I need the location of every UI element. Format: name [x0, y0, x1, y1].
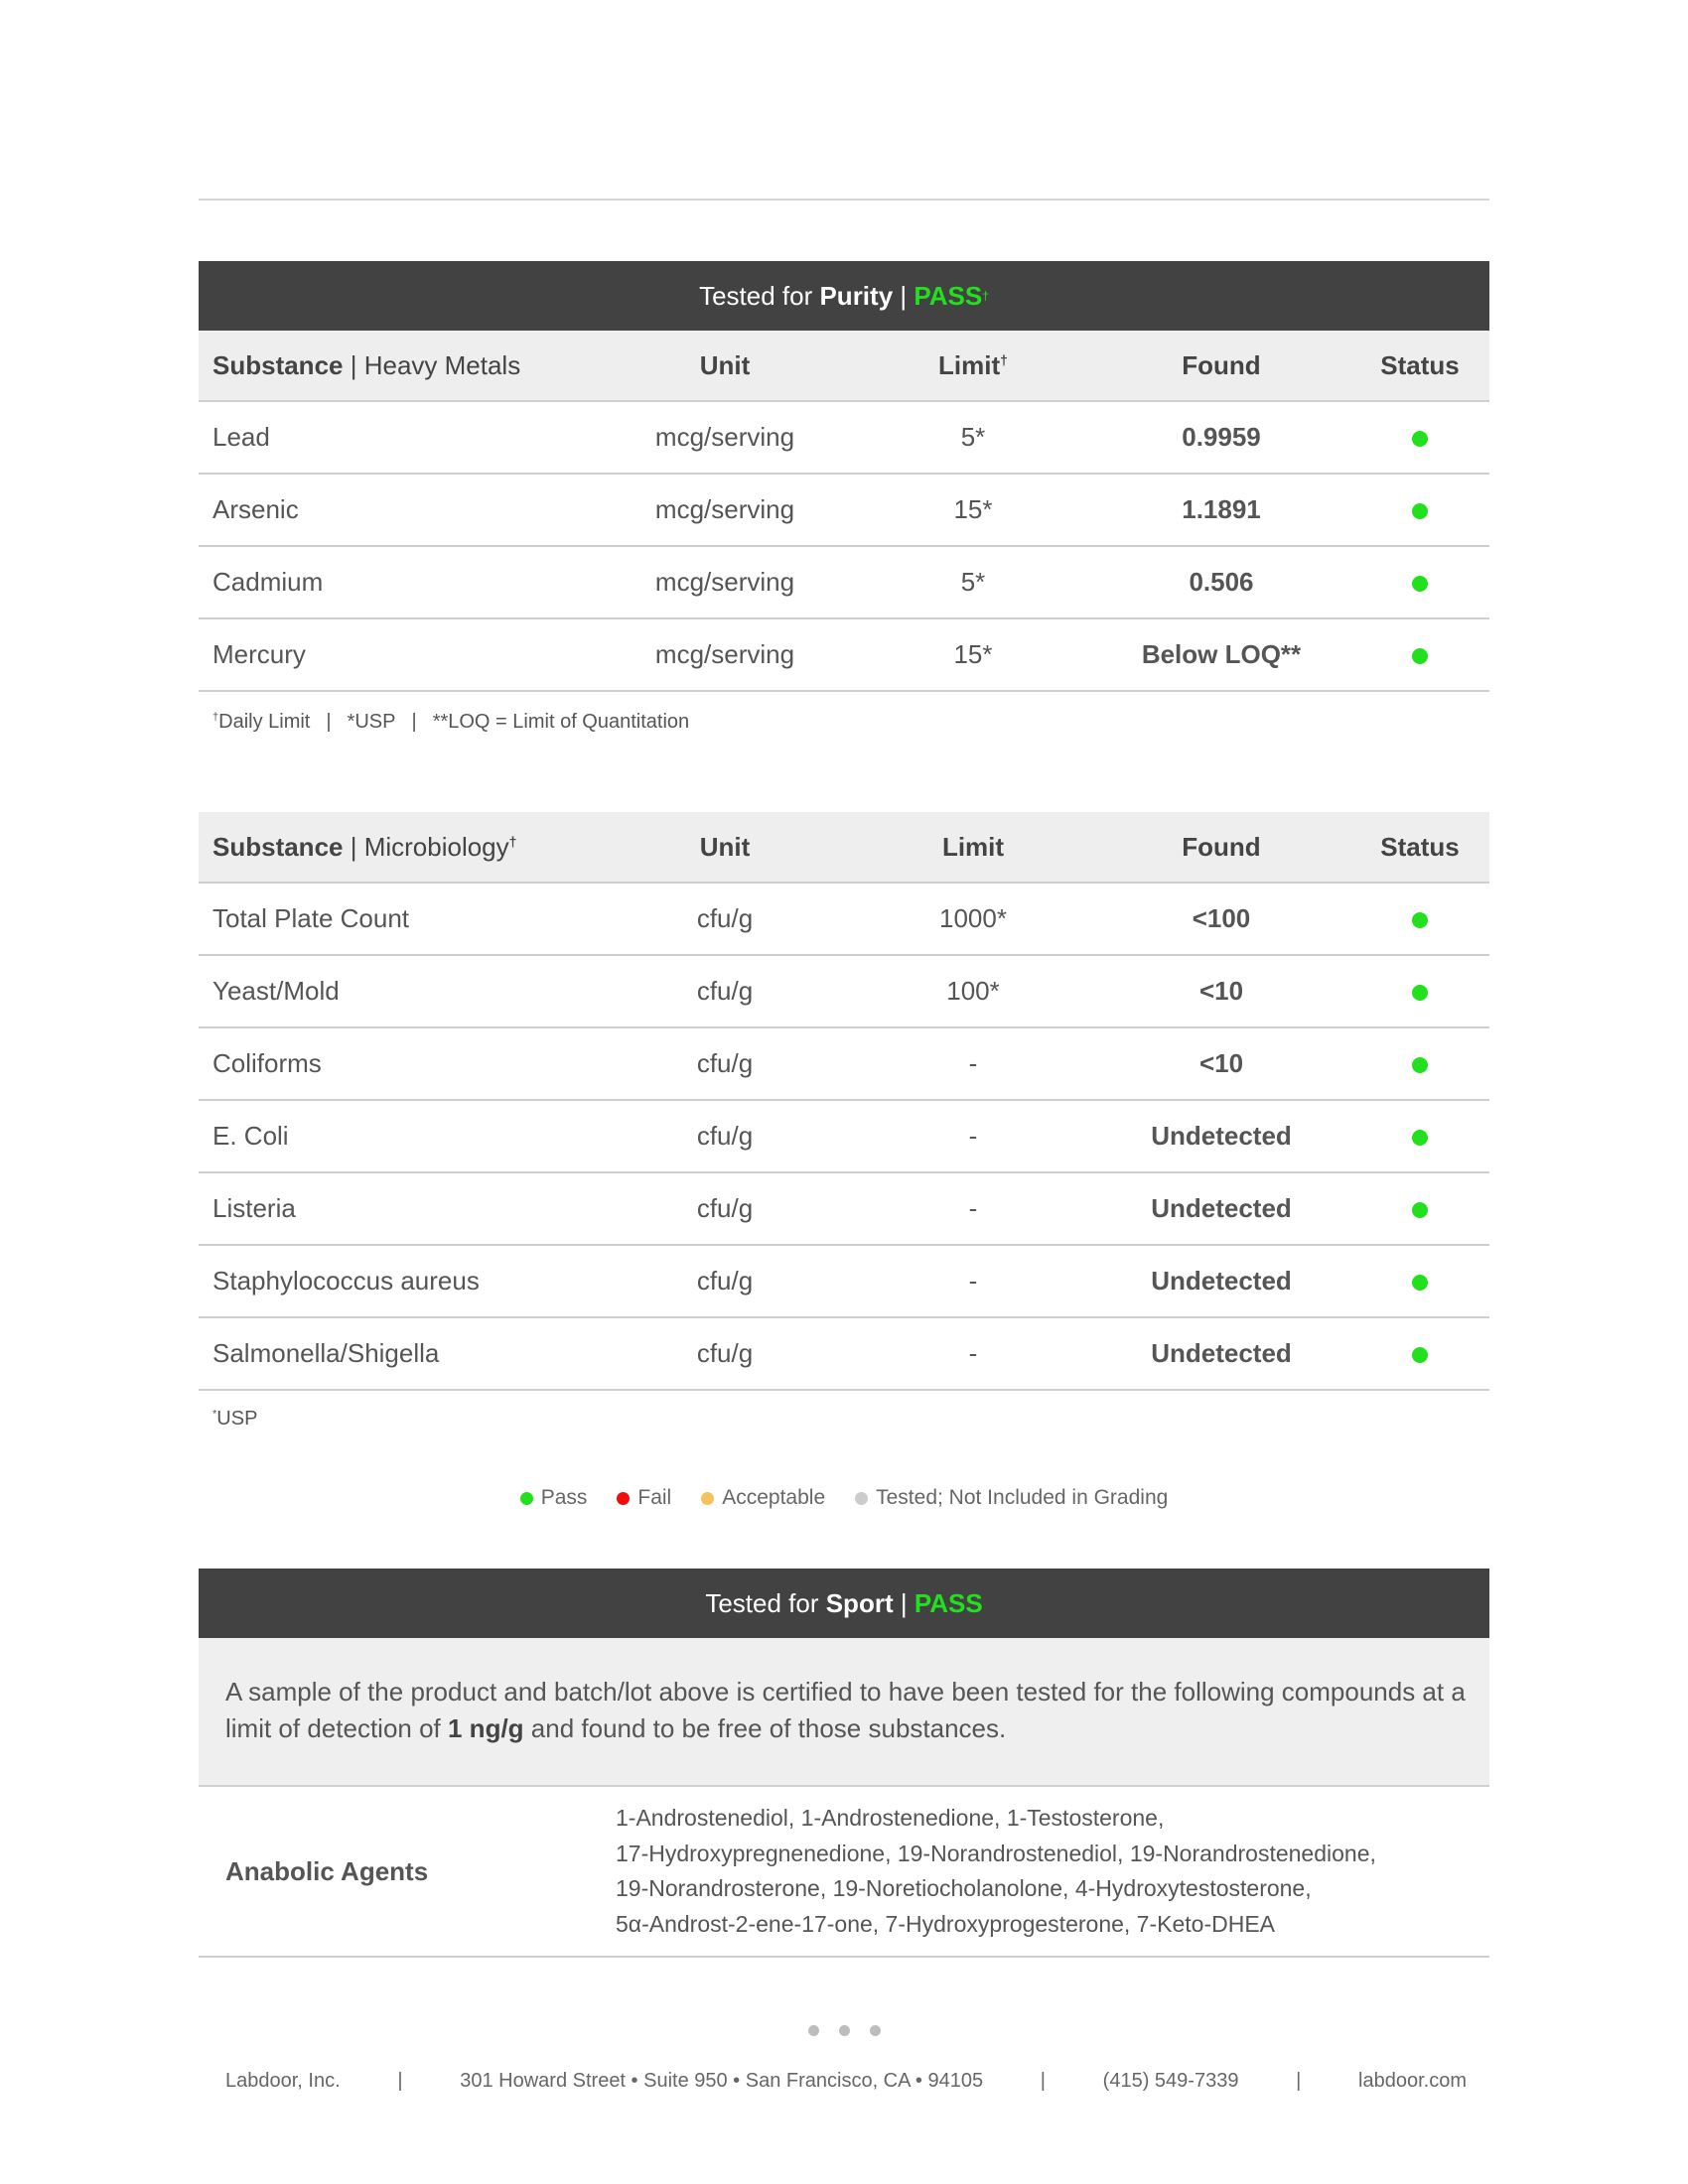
unit-value: mcg/serving — [596, 546, 854, 618]
heavy-metals-header-row — [199, 331, 1489, 401]
legend-item — [520, 1486, 588, 1510]
purity-strong: Purity — [819, 280, 894, 311]
status-cell — [1350, 955, 1489, 1027]
limit-value: - — [854, 1100, 1092, 1172]
status-cell — [1350, 1317, 1489, 1390]
microbiology-table — [199, 812, 1489, 1391]
unit-value: mcg/serving — [596, 618, 854, 691]
limit-value: 1000* — [854, 883, 1092, 955]
anabolic-agents-list — [616, 1801, 1470, 1942]
substance-name: Listeria — [199, 1172, 596, 1245]
footer-sep: | — [1296, 2070, 1302, 2092]
pass-status-icon — [1412, 1130, 1428, 1146]
legend-item — [855, 1486, 1168, 1510]
table-row — [199, 546, 1489, 618]
agents-line: 1-Androstenediol, 1-Androstenedione, 1-Testosterone, — [616, 1805, 1165, 1831]
unit-value: cfu/g — [596, 1245, 854, 1317]
substance-name: Yeast/Mold — [199, 955, 596, 1027]
table-row — [199, 1027, 1489, 1100]
pass-status-icon — [1412, 1347, 1428, 1363]
anabolic-agents-row — [199, 1787, 1489, 1958]
table-row — [199, 474, 1489, 546]
limit-value: 15* — [854, 474, 1092, 546]
table-row — [199, 955, 1489, 1027]
sport-divider: | — [893, 1587, 914, 1618]
dot-1 — [808, 2025, 819, 2036]
substance-name: Lead — [199, 401, 596, 474]
anabolic-agents-label: Anabolic Agents — [225, 1855, 429, 1886]
col-found: Found — [1092, 331, 1350, 401]
substance-name: Arsenic — [199, 474, 596, 546]
footer-website[interactable]: labdoor.com — [1358, 2070, 1467, 2092]
substance-name: Total Plate Count — [199, 883, 596, 955]
status-cell — [1350, 1027, 1489, 1100]
unit-value: cfu/g — [596, 955, 854, 1027]
status-cell — [1350, 618, 1489, 691]
table-row — [199, 401, 1489, 474]
sport-statement: A sample of the product and batch/lot above is certified to have been tested for the following compounds at a limit of detection of 1 ng/g and found to be free of those substances. — [225, 1677, 1466, 1743]
col-found: Found — [1092, 812, 1350, 883]
legend-label: Acceptable — [722, 1486, 826, 1509]
status-cell — [1350, 1245, 1489, 1317]
pass-status-icon — [1412, 503, 1428, 519]
limit-value: 5* — [854, 546, 1092, 618]
unit-value: cfu/g — [596, 883, 854, 955]
sport-strong: Sport — [825, 1587, 894, 1618]
found-value: Undetected — [1092, 1172, 1350, 1245]
col-limit: Limit† — [854, 331, 1092, 401]
microbiology-header-row — [199, 812, 1489, 883]
legend-item — [701, 1486, 825, 1510]
top-divider — [199, 199, 1489, 201]
substance-name: E. Coli — [199, 1100, 596, 1172]
found-value: Below LOQ** — [1092, 618, 1350, 691]
status-cell — [1350, 546, 1489, 618]
table-row — [199, 618, 1489, 691]
purity-header-bar — [199, 261, 1489, 331]
found-value: Undetected — [1092, 1245, 1350, 1317]
unit-value: cfu/g — [596, 1100, 854, 1172]
table-row — [199, 1100, 1489, 1172]
dot-2 — [839, 2025, 850, 2036]
footer-phone[interactable]: (415) 549-7339 — [1102, 2070, 1239, 2092]
table-row — [199, 883, 1489, 955]
pass-status-icon — [1412, 1057, 1428, 1073]
limit-value: - — [854, 1172, 1092, 1245]
found-value: <10 — [1092, 1027, 1350, 1100]
pass-status-icon — [1412, 1275, 1428, 1291]
heavy-metals-footnote: †Daily Limit | *USP | **LOQ = Limit of Quantitation — [212, 711, 690, 733]
found-value: <100 — [1092, 883, 1350, 955]
found-value: Undetected — [1092, 1317, 1350, 1390]
table-row — [199, 1172, 1489, 1245]
ellipsis-dots — [199, 2025, 1489, 2036]
found-value: <10 — [1092, 955, 1350, 1027]
footer-sep: | — [1040, 2070, 1046, 2092]
status-cell — [1350, 883, 1489, 955]
legend-dot-icon — [617, 1492, 630, 1505]
footer-address: 301 Howard Street • Suite 950 • San Francisco, CA • 94105 — [460, 2070, 984, 2092]
limit-value: 5* — [854, 401, 1092, 474]
legend-dot-icon — [855, 1492, 868, 1505]
sport-prefix: Tested for — [705, 1587, 826, 1618]
col-limit: Limit — [854, 812, 1092, 883]
col-unit: Unit — [596, 812, 854, 883]
sport-header-bar — [199, 1569, 1489, 1638]
unit-value: mcg/serving — [596, 401, 854, 474]
legend-dot-icon — [520, 1492, 533, 1505]
legend-dot-icon — [701, 1492, 714, 1505]
legend-item — [617, 1486, 671, 1510]
limit-value: - — [854, 1245, 1092, 1317]
pass-status-icon — [1412, 431, 1428, 447]
substance-name: Staphylococcus aureus — [199, 1245, 596, 1317]
pass-status-icon — [1412, 985, 1428, 1001]
found-value: 1.1891 — [1092, 474, 1350, 546]
substance-name: Cadmium — [199, 546, 596, 618]
limit-value: 100* — [854, 955, 1092, 1027]
pass-status-icon — [1412, 576, 1428, 592]
status-cell — [1350, 1100, 1489, 1172]
purity-divider: | — [893, 280, 914, 311]
microbiology-footnote: *USP — [212, 1408, 258, 1430]
purity-mark: † — [982, 289, 989, 303]
unit-value: cfu/g — [596, 1027, 854, 1100]
limit-value: - — [854, 1317, 1092, 1390]
status-cell — [1350, 1172, 1489, 1245]
heavy-metals-table — [199, 331, 1489, 692]
sport-statement-box — [199, 1638, 1489, 1787]
sport-result: PASS — [914, 1587, 983, 1618]
dot-3 — [870, 2025, 881, 2036]
table-row — [199, 1245, 1489, 1317]
agents-line: 5α-Androst-2-ene-17-one, 7-Hydroxyprogesterone, 7-Keto-DHEA — [616, 1910, 1276, 1937]
limit-value: - — [854, 1027, 1092, 1100]
footer-sep: | — [397, 2070, 403, 2092]
table-row — [199, 1317, 1489, 1390]
col-substance: Substance | Heavy Metals — [199, 331, 596, 401]
agents-line: 17-Hydroxypregnenedione, 19-Norandrostenediol, 19-Norandrostenedione, — [616, 1840, 1376, 1866]
substance-name: Salmonella/Shigella — [199, 1317, 596, 1390]
col-substance: Substance | Microbiology† — [199, 812, 596, 883]
legend-label: Pass — [540, 1486, 588, 1509]
pass-status-icon — [1412, 1202, 1428, 1218]
col-unit: Unit — [596, 331, 854, 401]
limit-value: 15* — [854, 618, 1092, 691]
status-cell — [1350, 474, 1489, 546]
status-cell — [1350, 401, 1489, 474]
substance-name: Mercury — [199, 618, 596, 691]
purity-result: PASS — [914, 280, 983, 311]
col-status: Status — [1350, 331, 1489, 401]
col-status: Status — [1350, 812, 1489, 883]
legend-label: Tested; Not Included in Grading — [876, 1486, 1169, 1509]
footer — [225, 2070, 1467, 2093]
pass-status-icon — [1412, 912, 1428, 928]
pass-status-icon — [1412, 648, 1428, 664]
unit-value: cfu/g — [596, 1172, 854, 1245]
found-value: 0.506 — [1092, 546, 1350, 618]
agents-line: 19-Norandrosterone, 19-Noretiocholanolone, 4-Hydroxytestosterone, — [616, 1875, 1312, 1901]
unit-value: mcg/serving — [596, 474, 854, 546]
found-value: Undetected — [1092, 1100, 1350, 1172]
unit-value: cfu/g — [596, 1317, 854, 1390]
status-legend — [199, 1486, 1489, 1510]
legend-label: Fail — [637, 1486, 672, 1509]
substance-name: Coliforms — [199, 1027, 596, 1100]
purity-prefix: Tested for — [699, 280, 820, 311]
footer-company: Labdoor, Inc. — [225, 2070, 341, 2092]
found-value: 0.9959 — [1092, 401, 1350, 474]
